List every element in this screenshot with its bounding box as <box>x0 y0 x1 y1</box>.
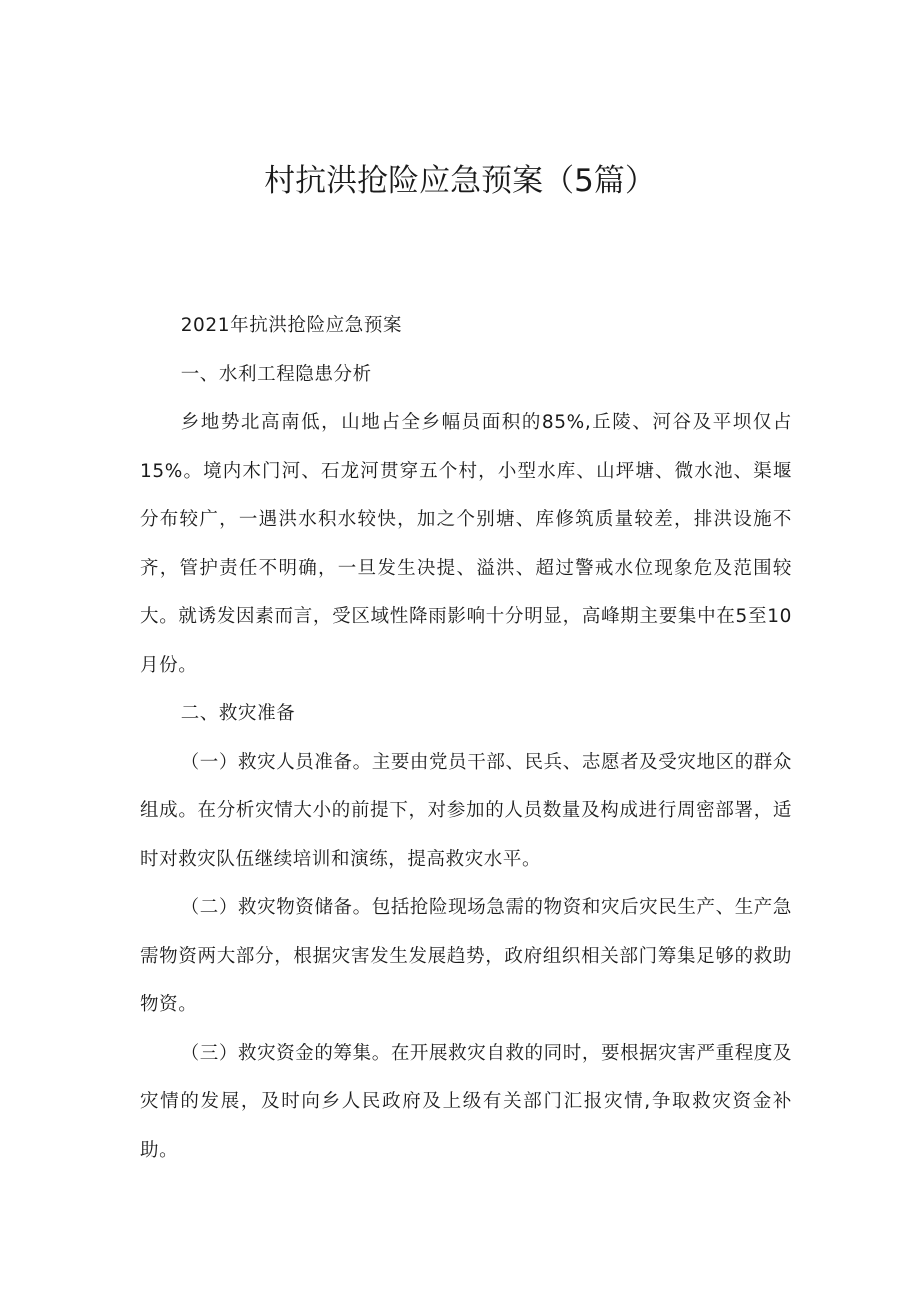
section-heading-hazard-analysis: 一、水利工程隐患分析 <box>180 363 372 385</box>
paragraph-relief-supplies: （二）救灾物资储备。包括抢险现场急需的物资和灾后灾民生产、生产急需物资两大部分，根据灾害发生发展趋势，政府组织相关部门筹集足够的救助物资。 <box>140 897 792 1015</box>
section-heading-relief-preparation: 二、救灾准备 <box>180 703 296 724</box>
paragraph-relief-funds: （三）救灾资金的筹集。在开展救灾自救的同时，要根据灾害严重程度及灾情的发展，及时向乡人民政府及上级有关部门汇报灾情,争取救灾资金补助。 <box>140 1042 792 1161</box>
paragraph-hazard-analysis: 乡地势北高南低，山地占全乡幅员面积的85%,丘陵、河谷及平坝仅占15%。境内木门河、石龙河贯穿五个村，小型水库、山坪塘、微水池、渠堰分布较广，一遇洪水积水较快，加之个别塘、库修筑质量较差，排洪设施不齐，管护责任不明确，一旦发生决提、溢洪、超过警戒水位现象危及范围较大。就诱发因素而言，受区域性降雨影响十分明显，高峰期主要集中在5至10月份。 <box>140 412 792 676</box>
document-subtitle: 2021年抗洪抢险应急预案 <box>180 315 403 336</box>
document-body <box>140 302 792 1175</box>
document-title: 村抗洪抢险应急预案（5篇） <box>264 163 656 199</box>
paragraph-relief-personnel: （一）救灾人员准备。主要由党员干部、民兵、志愿者及受灾地区的群众组成。在分析灾情大小的前提下，对参加的人员数量及构成进行周密部署，适时对救灾队伍继续培训和演练，提高救灾水平。 <box>140 751 792 870</box>
